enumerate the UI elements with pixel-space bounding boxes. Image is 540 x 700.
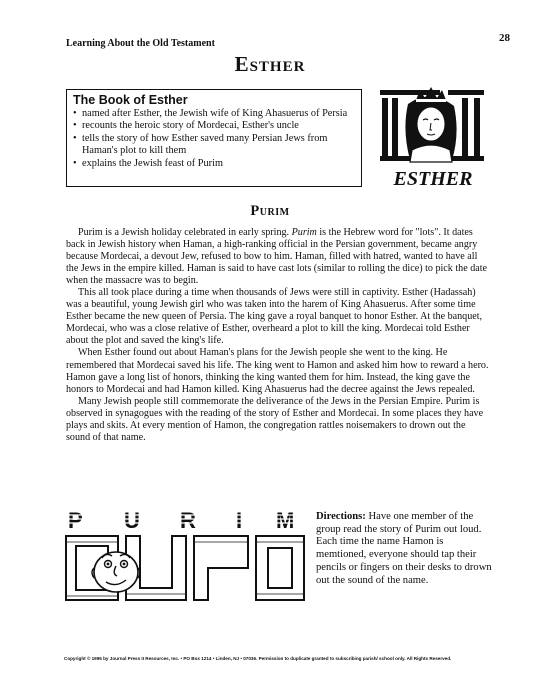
article-body — [66, 227, 491, 444]
paragraph: When Esther found out about Haman's plans for the Jewish people she went to the king. He remembered that Mordecai saved his life. The king went to Hamon and asked him how to reward a hero. Hamon gave a long list of honors, thinking the king wanted them for him. Instead, the king gave the honors to Mordecai and had Hamon killed. King Ahasuerus had the decree against the Jews repealed. — [66, 347, 489, 395]
book-info-box — [66, 89, 362, 187]
graphic-letter: M — [276, 508, 295, 533]
graphic-letter: I — [236, 508, 243, 533]
book-info-heading: The Book of Esther — [73, 93, 188, 107]
emphasis: Purim — [291, 227, 317, 238]
paragraph: This all took place during a time when thousands of Jews were still in captivity. Esther (Hadassah) was a beautiful, young Jewish girl who was taken into the harem of King Ahasuerus. After some time Esther became the new queen of Persia. The king gave a royal banquet to honor Esther. At the banquet, Mordecai, who was a close relative of Esther, overheard a plot to kill the king. Mordecai told Esther about the plot and saved the king's life. — [66, 287, 483, 347]
graphic-letter: U — [124, 508, 140, 533]
paragraph: Purim is a Jewish holiday celebrated in early spring. Purim is the Hebrew word for "lots". It dates back in Jewish history when Haman, a high-ranking official in the Persian government, became angry because Mordecai, a devout Jew, refused to bow to him. Haman, filled with hatred, wanted to have all the Jews in the empire killed. Haman is said to have cast lots (similar to rolling the dice) to pick the date when the massacre was to begin. — [66, 227, 488, 287]
purim-graphic — [62, 508, 310, 604]
copyright-footer: Copyright © 1995 by Journal Press II Resources, Inc. • PO Box 1214 • Linden, NJ • 07036. Permission to duplicate granted to subscribing parish/ school only. All Rights Reserved. — [64, 656, 452, 661]
directions-label: Directions: — [316, 511, 366, 522]
book-info-item: • recounts the heroic story of Mordecai, Esther's uncle — [73, 120, 361, 132]
page-title: Esther — [234, 52, 306, 76]
directions-text: Have one member of the group read the story of Purim out loud. Each time the name Hamon is memtioned, everyone should tap their pencils or fingers on their desks to drown out the sound of the name. — [316, 511, 492, 586]
book-info-item: • named after Esther, the Jewish wife of King Ahasuerus of Persia — [73, 108, 361, 120]
graphic-letter: R — [180, 508, 196, 533]
graphic-letter: P — [68, 508, 83, 533]
paragraph: Many Jewish people still commemorate the deliverance of the Jews in the Persian Empire. Purim is observed in synagogues with the reading of the story of Esther and Mordecai. In some places they have plays and skits. At every mention of Hamon, the congregation rattles noisemakers to drown out the sound of that name. — [66, 395, 484, 443]
directions — [316, 511, 496, 587]
section-title: Purim — [250, 203, 290, 219]
esther-illustration — [378, 84, 488, 192]
book-info-list — [73, 108, 361, 170]
page-number: 28 — [499, 32, 510, 44]
series-title: Learning About the Old Testament — [66, 38, 215, 49]
book-info-item: • explains the Jewish feast of Purim — [73, 158, 361, 170]
book-info-item: • tells the story of how Esther saved many Persian Jews from Haman's plot to kill them — [73, 133, 361, 158]
illustration-caption: ESTHER — [393, 168, 473, 190]
